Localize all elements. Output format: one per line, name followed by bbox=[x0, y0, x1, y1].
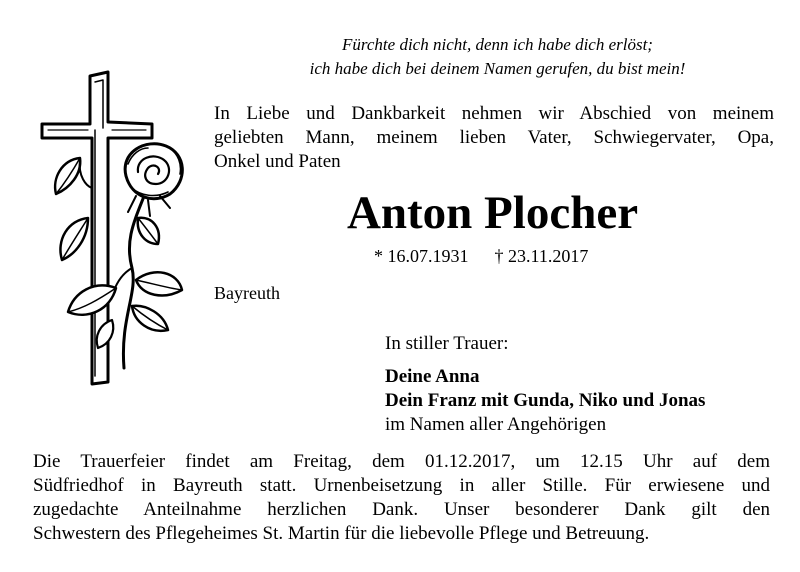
place-name: Bayreuth bbox=[214, 283, 280, 303]
notice-line: Schwestern des Pflegeheimes St. Martin für die liebevolle Pflege und Betreuung. bbox=[33, 523, 650, 544]
intro-line: geliebten Mann, meinem lieben Vater, Schwiegervater, Opa, bbox=[214, 127, 774, 148]
death-date: † 23.11.2017 bbox=[494, 246, 589, 266]
deceased-name: Anton Plocher bbox=[346, 187, 639, 239]
notice-line: Die Trauerfeier findet am Freitag, dem 01.12.2017, um 12.15 Uhr auf dem bbox=[33, 451, 770, 472]
mourners-block bbox=[385, 332, 705, 437]
verse-line: ich habe dich bei deinem Namen gerufen, du bist mein! bbox=[309, 59, 686, 78]
intro-line: In Liebe und Dankbarkeit nehmen wir Abschied von meinem bbox=[214, 103, 774, 124]
mourners-heading: In stiller Trauer: bbox=[385, 333, 509, 354]
intro-line: Onkel und Paten bbox=[214, 151, 341, 172]
cross-with-rose-icon bbox=[28, 68, 200, 388]
intro-text bbox=[214, 102, 774, 174]
birth-date: * 16.07.1931 bbox=[374, 246, 469, 266]
notice-line: Südfriedhof in Bayreuth statt. Urnenbeisetzung in aller Stille. Für erwiesene und bbox=[33, 475, 770, 496]
bible-verse bbox=[210, 33, 785, 81]
mourner-line: im Namen aller Angehörigen bbox=[385, 414, 607, 435]
life-dates bbox=[374, 245, 588, 267]
mourner-line: Deine Anna bbox=[385, 366, 480, 387]
mourner-line: Dein Franz mit Gunda, Niko und Jonas bbox=[385, 390, 706, 411]
notice-line: zugedachte Anteilnahme herzlichen Dank. Unser besonderer Dank gilt den bbox=[33, 499, 770, 520]
funeral-notice bbox=[33, 450, 770, 546]
verse-line: Fürchte dich nicht, denn ich habe dich erlöst; bbox=[342, 35, 653, 54]
